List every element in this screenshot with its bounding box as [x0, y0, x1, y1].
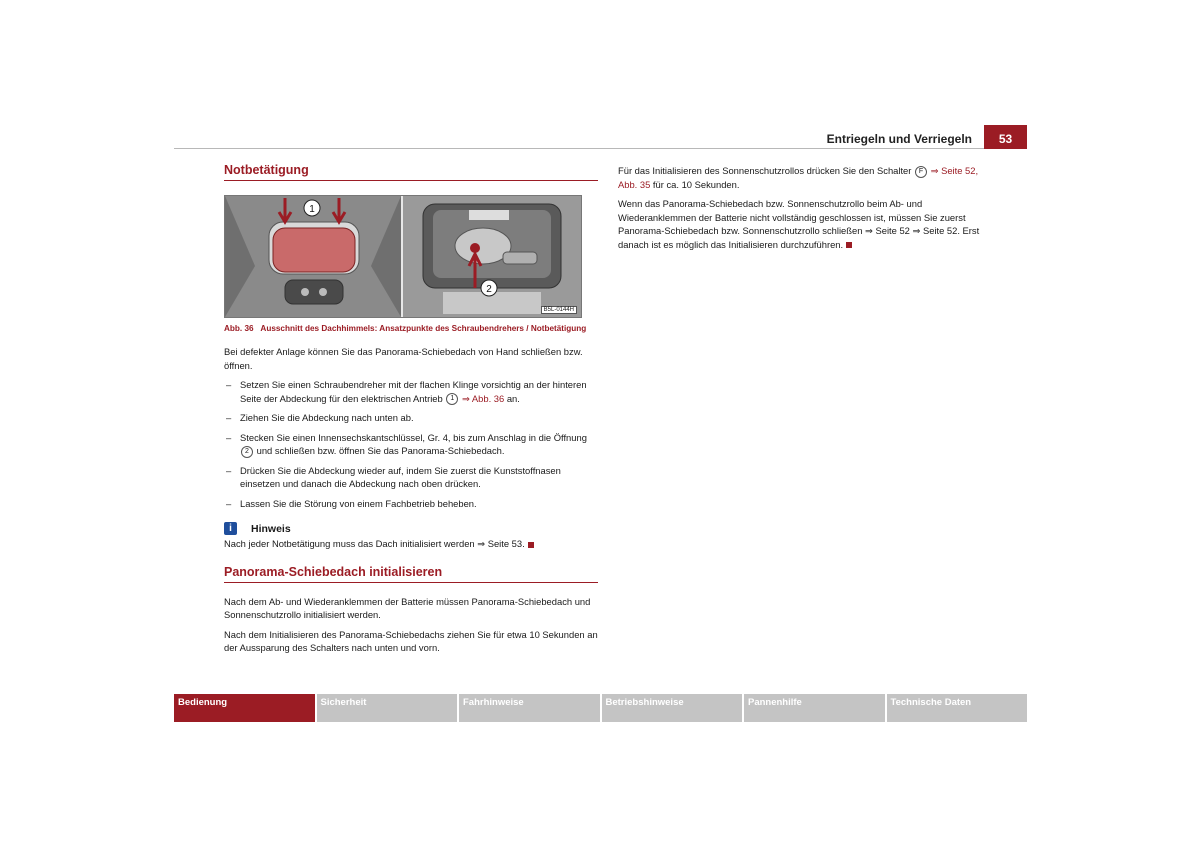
- chapter-tabs: [174, 694, 1027, 722]
- section-title-notbetaetigung: Notbetätigung: [224, 163, 598, 181]
- caption-number: Abb. 36: [224, 324, 254, 333]
- step-3-post: und schließen bzw. öffnen Sie das Panorama-Schiebedach.: [254, 445, 505, 457]
- link-abb-36[interactable]: ⇒ Abb. 36: [461, 392, 505, 404]
- step-item: – Lassen Sie die Störung von einem Fachbetrieb beheben.: [224, 497, 598, 511]
- tab-betriebshinweise[interactable]: Betriebshinweise: [602, 694, 745, 722]
- right-p1-text: Für das Initialisieren des Sonnenschutzrollos drücken Sie den Schalter: [618, 165, 914, 176]
- figure-code: B5L-0144H: [541, 306, 577, 314]
- right-paragraph-1: [618, 164, 994, 191]
- step-item: [224, 378, 598, 405]
- end-mark-icon: [846, 242, 852, 248]
- right-paragraph-2: [618, 197, 994, 251]
- step-1-post: an.: [504, 392, 520, 404]
- steps-list: [224, 378, 598, 510]
- note-header: [224, 522, 598, 535]
- figure-caption: [224, 324, 598, 333]
- step-1-text: Setzen Sie einen Schraubendreher mit der flachen Klinge vorsichtig an der hinteren Seite der Abdeckung für den elektrischen Antrieb: [240, 379, 587, 404]
- step-item: – Ziehen Sie die Abdeckung nach unten ab.: [224, 411, 598, 425]
- tab-pannenhilfe[interactable]: Pannenhilfe: [744, 694, 887, 722]
- note-body: Nach jeder Notbetätigung muss das Dach initialisiert werden ⇒ Seite 53.: [224, 538, 525, 550]
- end-mark-icon: [528, 542, 534, 548]
- figure-abb-36: [224, 195, 582, 318]
- tab-technische-daten[interactable]: Technische Daten: [887, 694, 1028, 722]
- intro-paragraph: Bei defekter Anlage können Sie das Panorama-Schiebedach von Hand schließen bzw. öffnen.: [224, 346, 583, 371]
- note-text: [224, 537, 598, 551]
- tab-sicherheit[interactable]: Sicherheit: [317, 694, 460, 722]
- headliner-illustration: [225, 196, 401, 317]
- section-title-initialisieren: Panorama-Schiebedach initialisieren: [224, 565, 598, 583]
- page-header-title: Entriegeln und Verriegeln: [826, 132, 972, 146]
- marker-f-icon: F: [915, 166, 927, 178]
- step-3-text: Stecken Sie einen Innensechskantschlüssel, Gr. 4, bis zum Anschlag in die Öffnung: [240, 431, 587, 443]
- page-number: 53: [984, 125, 1027, 149]
- marker-1-icon: 1: [446, 393, 458, 405]
- step-item: – Drücken Sie die Abdeckung wieder auf, indem Sie zuerst die Kunststoffnasen einsetzen und danach die Abdeckung nach oben drücken.: [224, 464, 598, 491]
- caption-text: Ausschnitt des Dachhimmels: Ansatzpunkte des Schraubendrehers / Notbetätigung: [260, 324, 587, 333]
- header-rule: [174, 148, 1027, 149]
- note-title: Hinweis: [251, 522, 291, 535]
- figure-right-panel: [403, 196, 581, 317]
- init-paragraph-1: Nach dem Ab- und Wiederanklemmen der Batterie müssen Panorama-Schiebedach und Sonnenschutzrollo initialisiert werden.: [224, 595, 591, 621]
- init-paragraph-2: Nach dem Initialisieren des Panorama-Schiebedachs ziehen Sie für etwa 10 Sekunden an der Aussparung des Schalters nach unten und vorn.: [224, 628, 598, 654]
- link-seite-52-abb-35[interactable]: ⇒ Seite 52, Abb. 35: [618, 165, 979, 190]
- figure-marker-2: 2: [486, 284, 492, 295]
- step-item: [224, 431, 598, 458]
- tab-bedienung[interactable]: Bedienung: [174, 694, 317, 722]
- right-p2-text: Wenn das Panorama-Schiebedach bzw. Sonnenschutzrollo beim Ab- und Wiederanklemmen der Batterie nicht vollständig geschlossen ist, müssen Sie zuerst Panorama-Schiebedach bzw. Sonnenschutzrollo schließen ⇒ Seite 52 ⇒ Seite 52. Erst danach ist es möglich das Initialisieren durchzuführen.: [618, 198, 980, 250]
- marker-2-icon: 2: [241, 446, 253, 458]
- tab-fahrhinweise[interactable]: Fahrhinweise: [459, 694, 602, 722]
- right-column: [618, 164, 994, 257]
- left-column: [224, 163, 598, 661]
- right-p1-post: für ca. 10 Sekunden.: [650, 178, 740, 190]
- info-icon: i: [224, 522, 237, 535]
- figure-marker-1: 1: [309, 204, 315, 215]
- figure-left-panel: [225, 196, 401, 317]
- mechanism-illustration: [403, 196, 581, 317]
